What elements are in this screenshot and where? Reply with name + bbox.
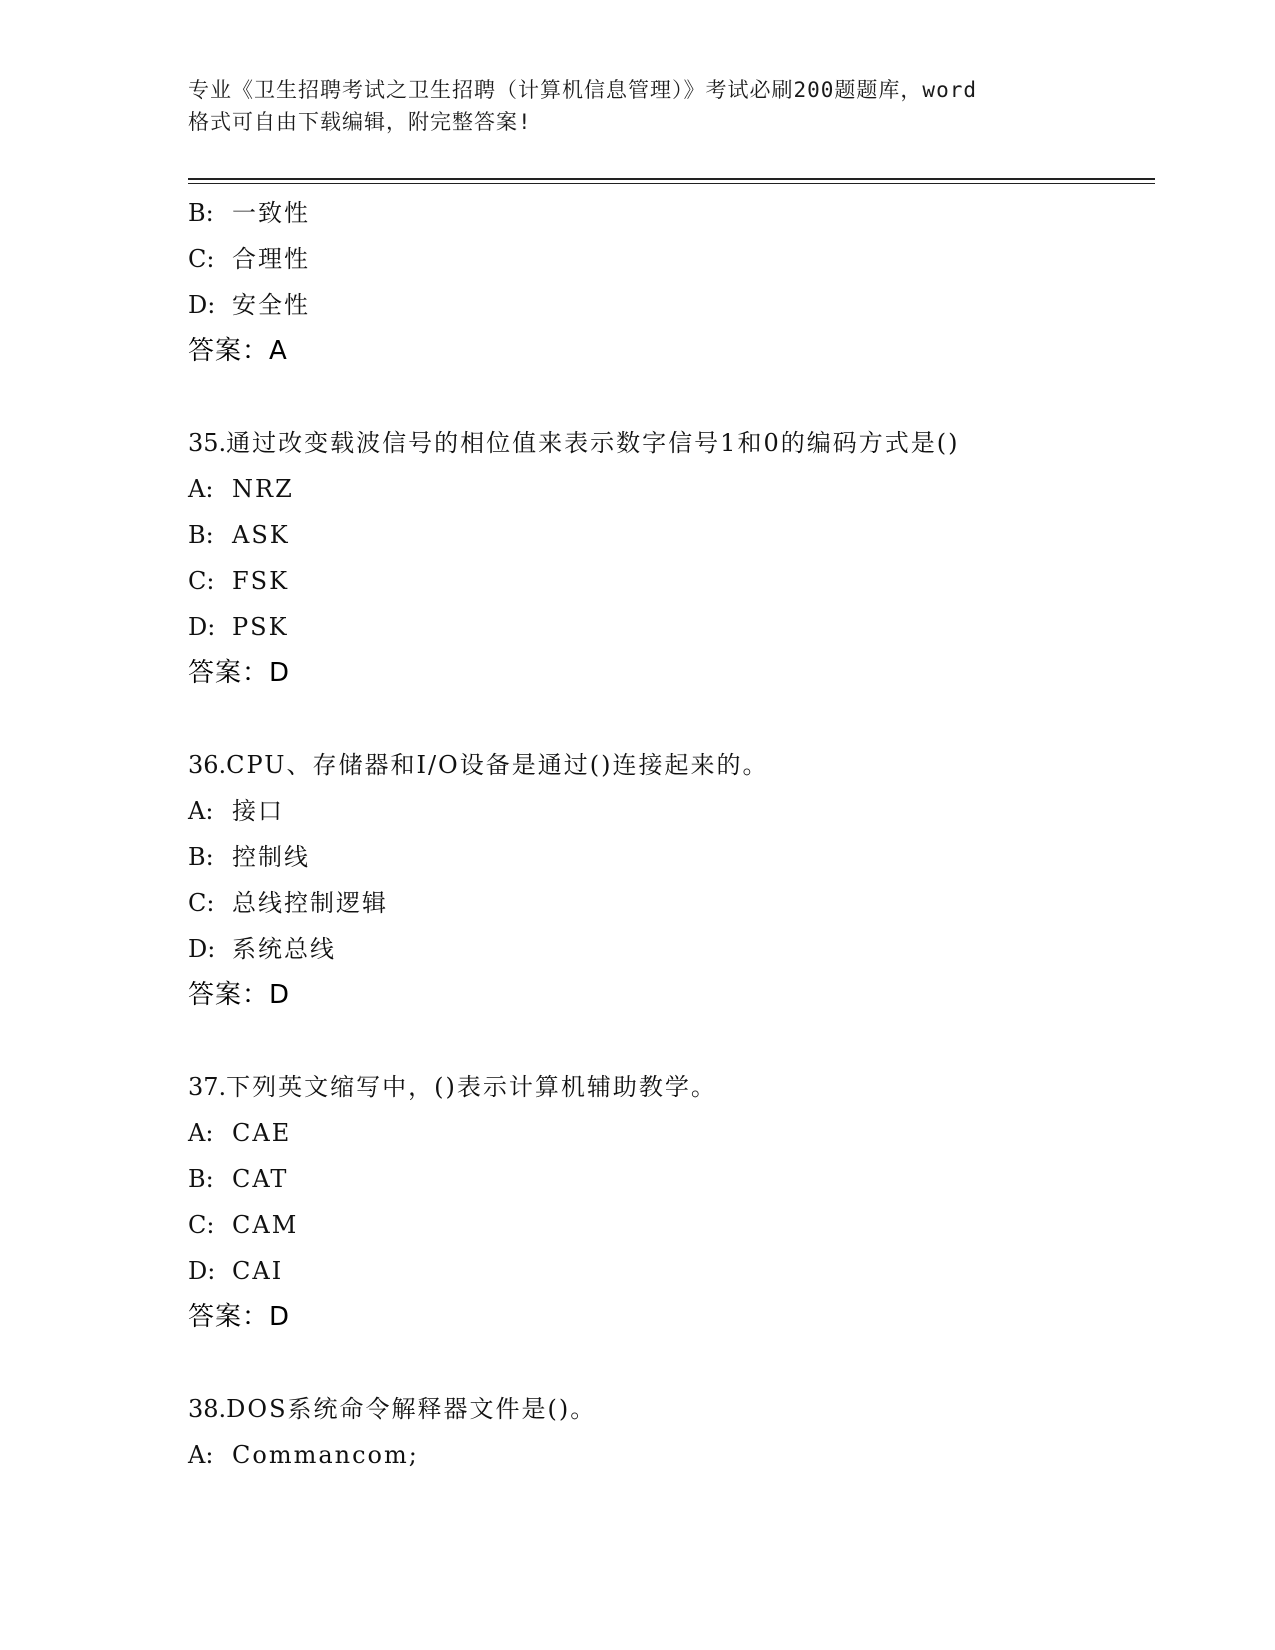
question-stem [188, 1064, 1148, 1110]
question-block-partial [188, 190, 1148, 374]
spacer [188, 696, 1148, 742]
question-list [188, 190, 1148, 1478]
option-a [188, 1110, 1148, 1156]
question-block-36 [188, 742, 1148, 1018]
question-text: CPU、存储器和I/O设备是通过()连接起来的。 [226, 751, 769, 779]
option-d [188, 1248, 1148, 1294]
option-key: A: [188, 797, 214, 825]
question-text: 下列英文缩写中，()表示计算机辅助教学。 [226, 1073, 717, 1101]
option-text: CAE [232, 1119, 292, 1147]
option-key: C: [188, 889, 215, 917]
option-text: PSK [232, 613, 289, 641]
question-stem [188, 1386, 1148, 1432]
option-text: 安全性 [232, 291, 310, 319]
option-text: CAM [232, 1211, 299, 1239]
option-text: FSK [232, 567, 290, 595]
answer-line: 答案：D [188, 980, 291, 1010]
question-number: 35. [188, 429, 227, 457]
answer-line: 答案：D [188, 1302, 291, 1332]
question-block-38 [188, 1386, 1148, 1478]
option-key: A: [188, 1119, 214, 1147]
question-number: 37. [188, 1073, 227, 1101]
option-key: B: [188, 199, 214, 227]
question-number: 36. [188, 751, 227, 779]
question-text: DOS系统命令解释器文件是()。 [226, 1395, 597, 1423]
option-key: B: [188, 521, 214, 549]
option-text: 一致性 [232, 199, 310, 227]
option-a [188, 466, 1148, 512]
option-key: D: [188, 291, 216, 319]
answer-line: 答案：A [188, 336, 288, 366]
spacer [188, 374, 1148, 420]
option-b [188, 1156, 1148, 1202]
question-number: 38. [188, 1395, 227, 1423]
option-key: C: [188, 245, 215, 273]
option-d [188, 604, 1148, 650]
document-header [188, 74, 1088, 138]
option-c [188, 558, 1148, 604]
option-key: D: [188, 935, 216, 963]
option-key: B: [188, 843, 214, 871]
spacer [188, 1018, 1148, 1064]
option-text: ASK [232, 521, 290, 549]
option-a [188, 1432, 1148, 1478]
option-text: 接口 [232, 797, 284, 825]
option-text: 系统总线 [232, 935, 336, 963]
option-d [188, 282, 1148, 328]
header-line-2: 格式可自由下载编辑，附完整答案! [188, 110, 532, 134]
option-d [188, 926, 1148, 972]
option-key: B: [188, 1165, 214, 1193]
header-line-1: 专业《卫生招聘考试之卫生招聘（计算机信息管理）》考试必刷200题题库，word [188, 78, 977, 102]
option-text: NRZ [232, 475, 294, 503]
spacer [188, 1340, 1148, 1386]
question-stem [188, 742, 1148, 788]
option-c [188, 1202, 1148, 1248]
option-text: 控制线 [232, 843, 310, 871]
question-block-35 [188, 420, 1148, 696]
option-key: D: [188, 613, 216, 641]
option-b [188, 190, 1148, 236]
option-text: 总线控制逻辑 [232, 889, 388, 917]
option-b [188, 512, 1148, 558]
option-key: A: [188, 1441, 214, 1469]
option-text: CAT [232, 1165, 289, 1193]
option-text: Commancom; [232, 1441, 419, 1469]
option-c [188, 236, 1148, 282]
option-a [188, 788, 1148, 834]
option-text: CAI [232, 1257, 284, 1285]
question-text: 通过改变载波信号的相位值来表示数字信号1和0的编码方式是() [226, 429, 960, 457]
answer-line: 答案：D [188, 658, 291, 688]
option-key: D: [188, 1257, 216, 1285]
option-b [188, 834, 1148, 880]
question-block-37 [188, 1064, 1148, 1340]
option-key: C: [188, 567, 215, 595]
question-stem [188, 420, 1148, 466]
option-key: C: [188, 1211, 215, 1239]
option-text: 合理性 [232, 245, 310, 273]
header-divider [188, 178, 1155, 184]
option-key: A: [188, 475, 214, 503]
option-c [188, 880, 1148, 926]
